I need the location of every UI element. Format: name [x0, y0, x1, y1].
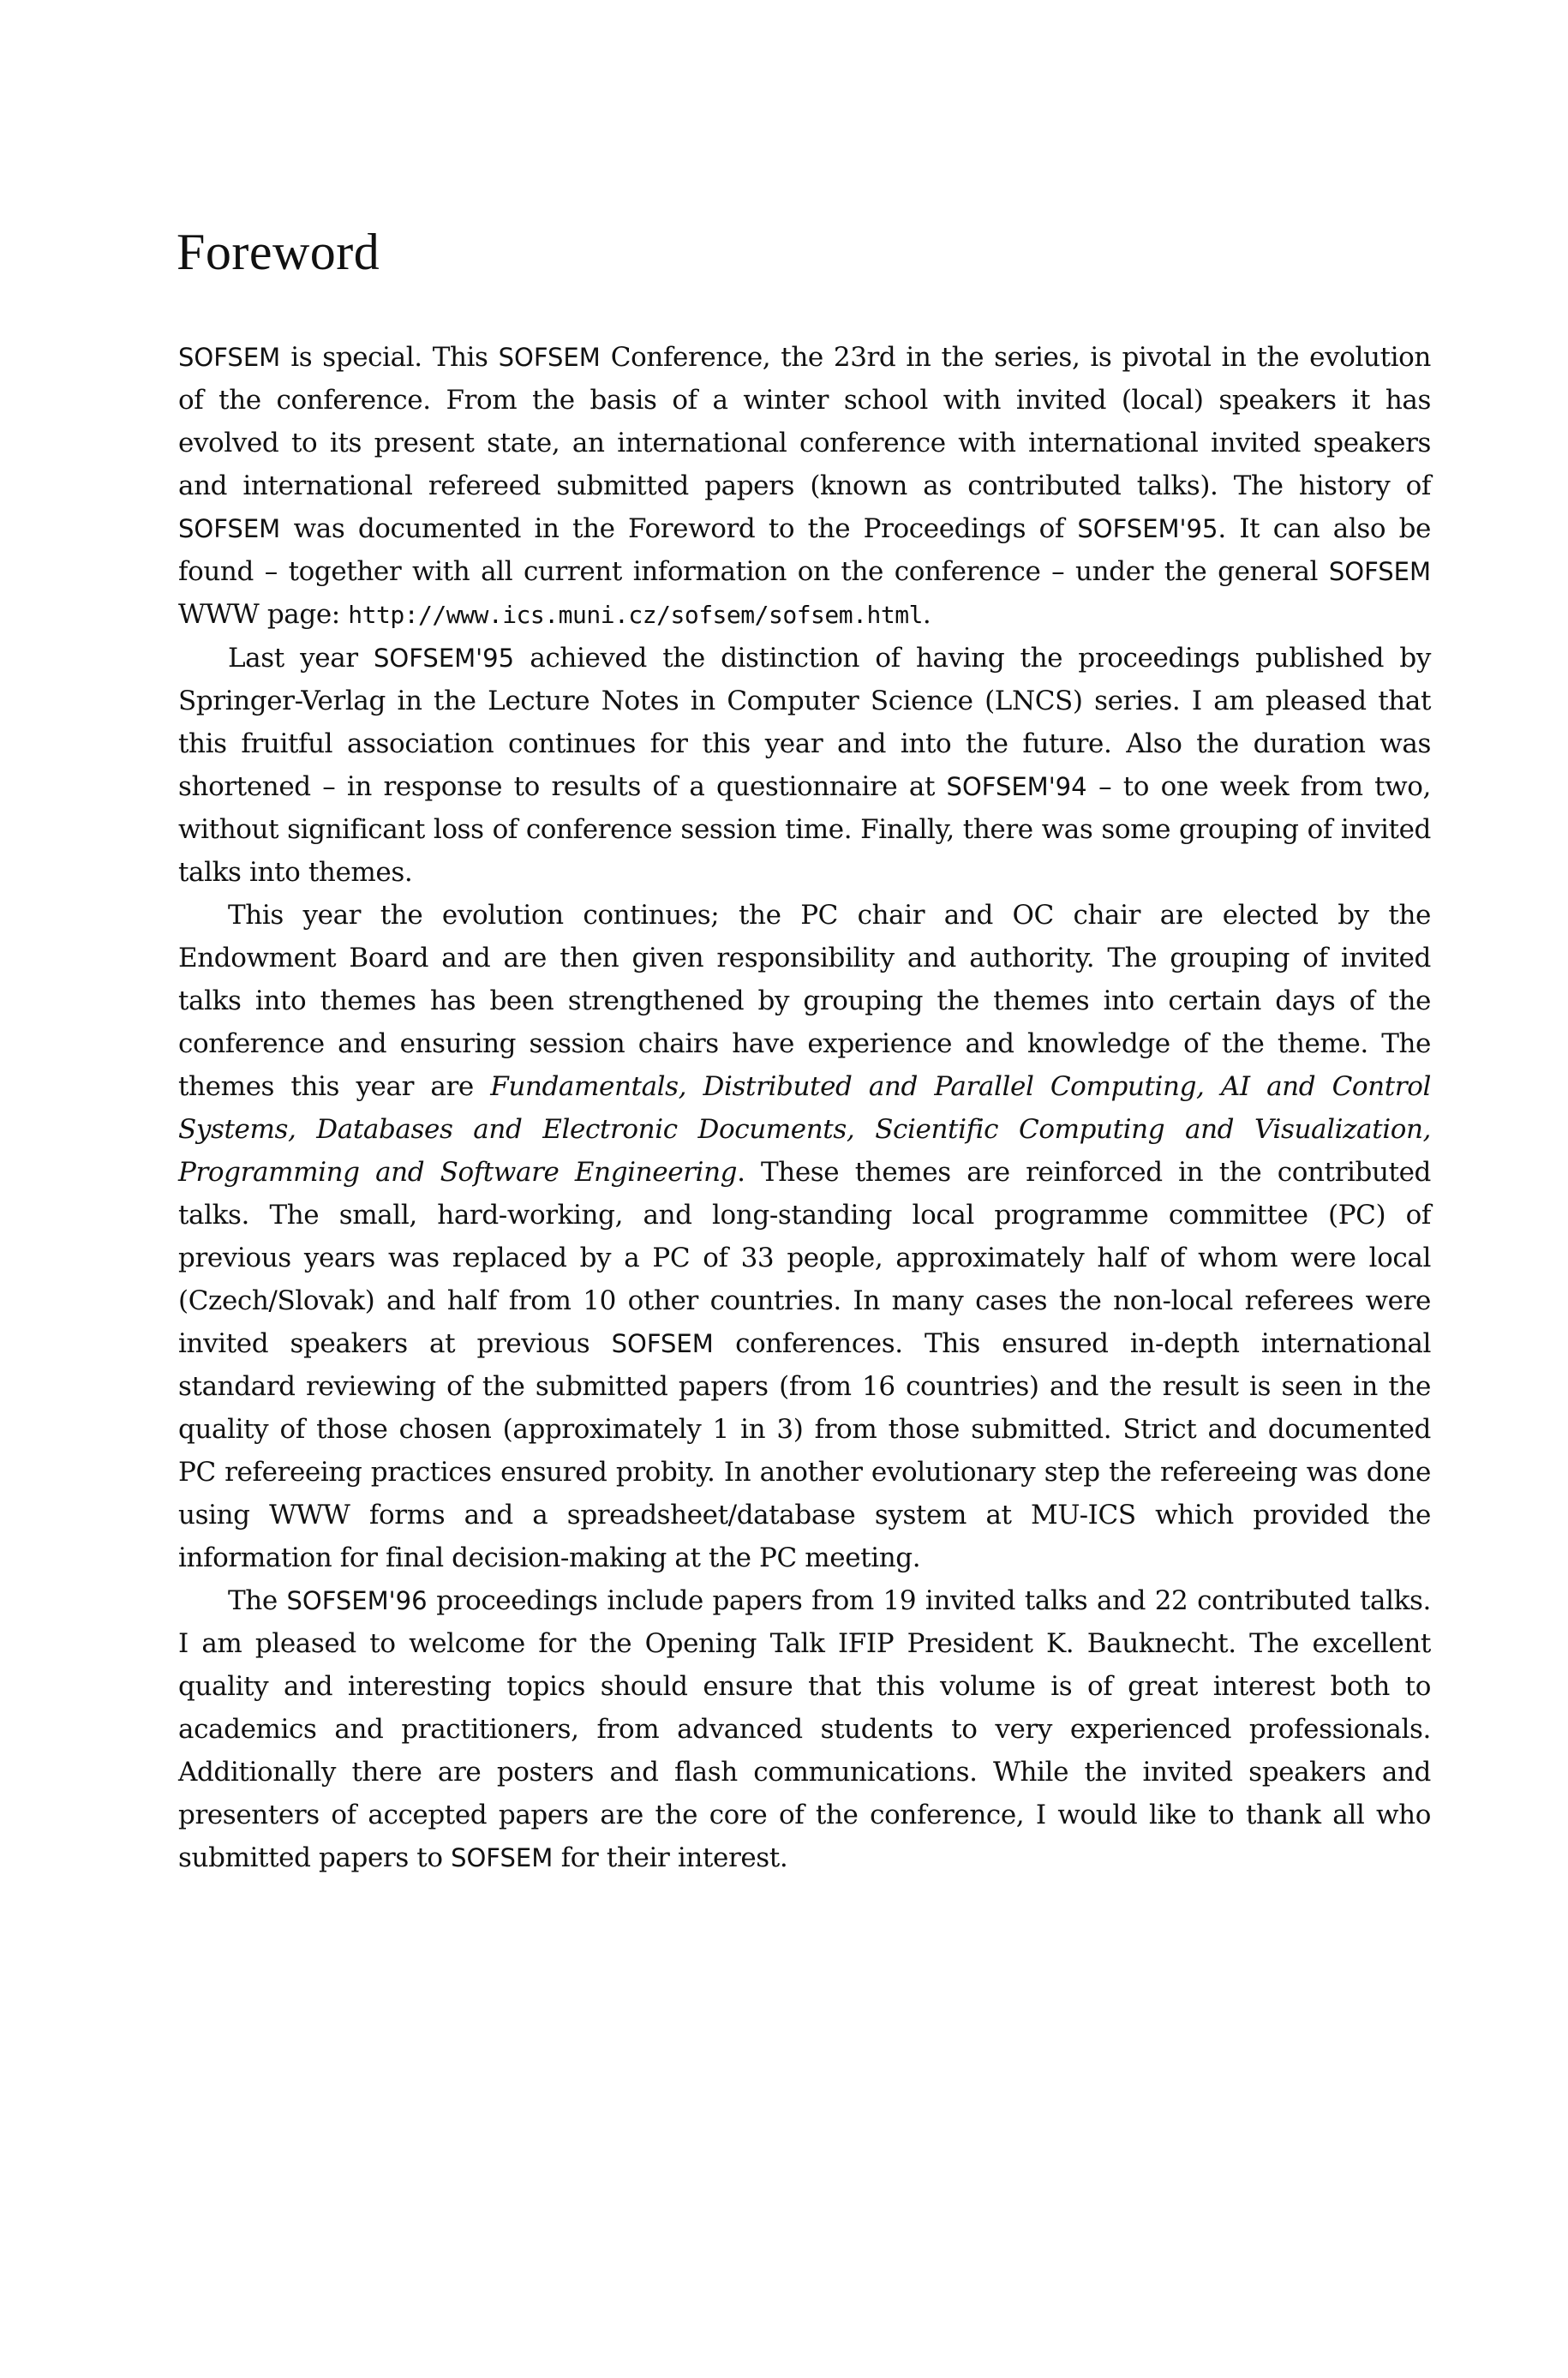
sofsem-name: SOFSEM	[178, 514, 281, 543]
text-run: .	[922, 599, 931, 630]
text-run: WWW page:	[178, 599, 349, 630]
text-run: This year the evolution continues; the PC chair and OC chair are elected by the Endowment Board and are then given responsibility and authority. The grouping of invited talks into themes has been strengthened by grouping the themes into certain days of the conference and ensuring session chairs have experience and knowledge of the theme. The themes this year are	[178, 900, 1431, 1102]
text-run: The	[228, 1585, 287, 1616]
text-run: – to one week from two, without significant loss of conference session time. Finally, there was some grouping of invited talks into themes.	[178, 771, 1431, 888]
text-run: Last year	[228, 643, 374, 674]
text-run: was documented in the Foreword to the Proceedings of	[280, 513, 1078, 544]
text-run: achieved the distinction of having the proceedings published by Springer-Verlag in the Lecture Notes in Computer Science (LNCS) series. I am pleased that this fruitful association continues for this year and into the future. Also the duration was shortened – in response to results of a questionnaire at	[178, 643, 1431, 802]
sofsem-name: SOFSEM	[451, 1843, 554, 1872]
text-run: proceedings include papers from 19 invited talks and 22 contributed talks. I am pleased to welcome for the Opening Talk IFIP President K. Bauknecht. The excellent quality and interesting topics should ensure that this volume is of great interest both to academics and practitioners, from advanced students to very experienced professionals. Additionally there are posters and flash communications. While the invited speakers and presenters of accepted papers are the core of the conference, I would like to thank all who submitted papers to	[178, 1585, 1431, 1873]
sofsem-95-name: SOFSEM'95	[374, 644, 515, 673]
paragraph-3	[178, 894, 1431, 1579]
sofsem-96-name: SOFSEM'96	[286, 1586, 428, 1615]
paragraph-4	[178, 1579, 1431, 1879]
text-run: conferences. This ensured in-depth international standard reviewing of the submitted papers (from 16 countries) and the result is seen in the quality of those chosen (approximately 1 in 3) from those submitted. Strict and documented PC refereeing practices ensured probity. In another evolutionary step the refereeing was done using WWW forms and a spreadsheet/database system at MU-ICS which provided the information for final decision-making at the PC meeting.	[178, 1328, 1431, 1573]
themes-list: Fundamentals, Distributed and Parallel Computing, AI and Control Systems, Databases and Electronic Documents, Scientific Computing and Visualization, Programming and Software Engineering	[178, 1071, 1431, 1188]
page-title: Foreword	[177, 224, 380, 280]
sofsem-95-name: SOFSEM'95	[1077, 514, 1218, 543]
sofsem-name: SOFSEM	[178, 343, 281, 372]
foreword-body	[178, 336, 1431, 1879]
sofsem-url-link[interactable]: http://www.ics.muni.cz/sofsem/sofsem.html	[348, 601, 923, 629]
text-run: . It can also be found – together with all current information on the conference – under the general	[178, 513, 1432, 587]
text-run: is special. This	[280, 342, 499, 373]
text-run: for their interest.	[553, 1842, 788, 1873]
sofsem-name: SOFSEM	[1328, 557, 1431, 586]
paragraph-1	[178, 336, 1431, 637]
paragraph-2	[178, 637, 1431, 894]
sofsem-name: SOFSEM	[498, 343, 601, 372]
text-run: . These themes are reinforced in the contributed talks. The small, hard-working, and long-standing local programme committee (PC) of previous years was replaced by a PC of 33 people, approximately half of whom were local (Czech/Slovak) and half from 10 other countries. In many cases the non-local referees were invited speakers at previous	[178, 1157, 1431, 1359]
text-run: Conference, the 23rd in the series, is pivotal in the evolution of the conference. From the basis of a winter school with invited (local) speakers it has evolved to its present state, an international conference with international invited speakers and international refereed submitted papers (known as contributed talks). The history of	[178, 342, 1431, 501]
sofsem-name: SOFSEM	[611, 1329, 714, 1358]
sofsem-94-name: SOFSEM'94	[946, 772, 1087, 801]
